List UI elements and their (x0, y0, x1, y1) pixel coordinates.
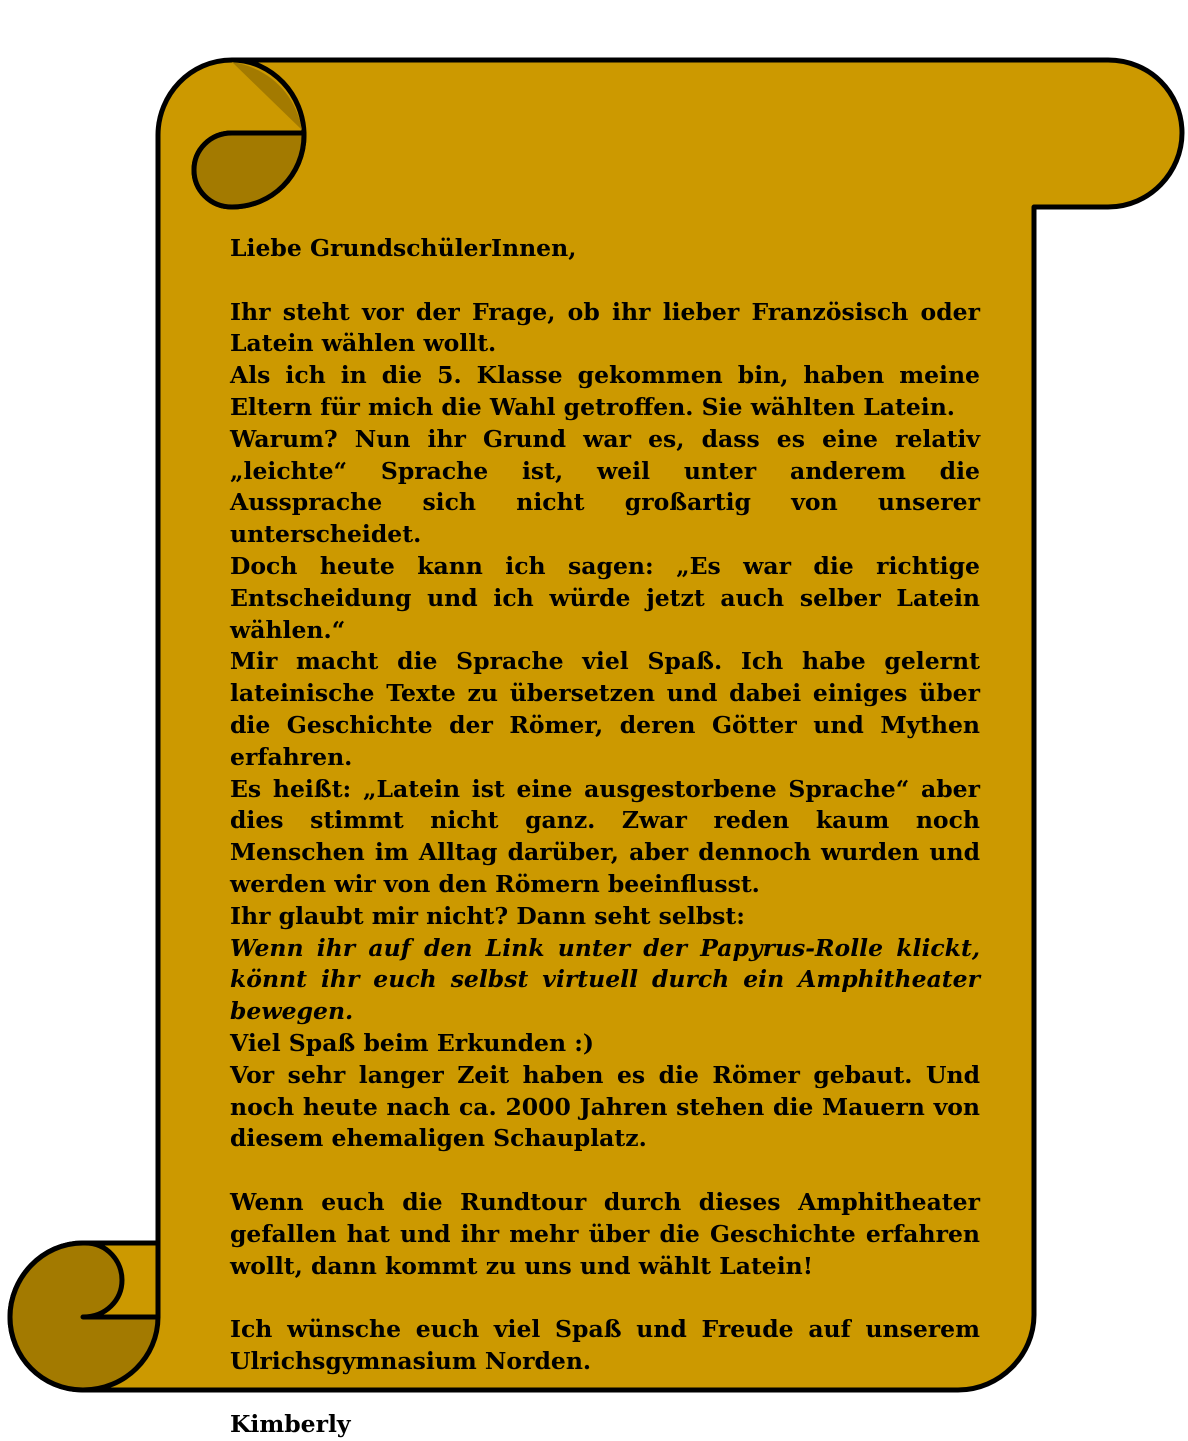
link-hint: Wenn ihr auf den Link unter der Papyrus-Rolle klickt, könnt ihr euch selbst virtuell durch ein Amphitheater bewegen. (230, 933, 980, 1026)
blank-line (230, 1155, 980, 1187)
signature: Kimberly (230, 1410, 351, 1439)
history-paragraph: Vor sehr langer Zeit haben es die Römer gebaut. Und noch heute nach ca. 2000 Jahren stehen die Mauern von diesem ehemaligen Schauplatz. (230, 1060, 980, 1153)
paragraph-reason: Warum? Nun ihr Grund war es, dass es eine relativ „leichte“ Sprache ist, weil unter anderem die Aussprache sich nicht großartig von unserer unterscheidet. (230, 424, 980, 549)
fun-line: Viel Spaß beim Erkunden :) (230, 1028, 595, 1057)
invitation-paragraph: Wenn euch die Rundtour durch dieses Amphitheater gefallen hat und ihr mehr über die Geschichte erfahren wollt, dann kommt zu uns und wählt Latein! (230, 1187, 980, 1280)
wish-paragraph: Ich wünsche euch viel Spaß und Freude auf unserem Ulrichsgymnasium Norden. (230, 1315, 980, 1375)
blank-line (230, 1378, 980, 1410)
paragraph-choice: Ihr steht vor der Frage, ob ihr lieber Französisch oder Latein wählen wollt. (230, 297, 980, 358)
paragraph-fun: Mir macht die Sprache viel Spaß. Ich habe gelernt lateinische Texte zu übersetzen und dabei einiges über die Geschichte der Römer, deren Götter und Mythen erfahren. (230, 647, 980, 771)
paragraph-parents: Als ich in die 5. Klasse gekommen bin, haben meine Eltern für mich die Wahl getroffen. Sie wählten Latein. (230, 361, 980, 421)
paragraph-see-yourself: Ihr glaubt mir nicht? Dann seht selbst: (230, 901, 745, 930)
blank-line (230, 265, 980, 297)
paragraph-dead-language: Es heißt: „Latein ist eine ausgestorbene Sprache“ aber dies stimmt nicht ganz. Zwar reden kaum noch Menschen im Alltag darüber, aber dennoch wurden und werden wir von den Römern beeinflusst. (230, 774, 980, 898)
paragraph-decision: Doch heute kann ich sagen: „Es war die richtige Entscheidung und ich würde jetzt auch selber Latein wählen.“ (230, 551, 980, 644)
letter-text (230, 233, 980, 1441)
blank-line (230, 1282, 980, 1314)
greeting: Liebe GrundschülerInnen, (230, 234, 577, 262)
